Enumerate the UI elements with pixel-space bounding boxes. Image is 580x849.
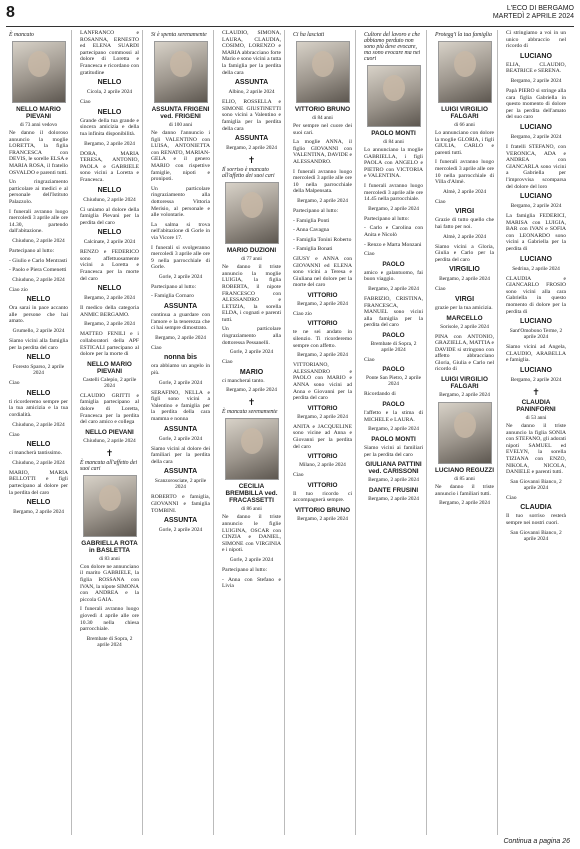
place-date: Bergamo, 2 aprile 2024: [510, 133, 562, 140]
notice-text: Siamo vicini ad Angela, CLAUDIO, ARABELLA e famiglia.: [506, 344, 566, 364]
notice-text: CLAUDIO, SIMONA, LAURA, CLAUDIA, COSIMO, LORENZO e MARIA abbracciano forte Mario e sono vicini a tutta la famiglia per la perdita della cara: [222, 30, 281, 76]
notice-text: ci mancherà tantissimo.: [9, 450, 62, 457]
name-callout: VIRGI: [454, 295, 475, 303]
notice-text: CLAUDIA e GIANCARLO FROSIO sono vicini alla cara Gabriella in questo momento di dolore per la perdita di: [506, 275, 566, 315]
notice-text: La famiglia FEDERICI, MARISA con LUIGIA, BAR con IVAN e SOFIA con LEONARDO sono vicini a Gabriella per la perdita di: [506, 213, 566, 253]
notice-text: Ciao zio: [9, 286, 28, 293]
place-date: Gorle, 2 aprile 2024: [158, 527, 203, 534]
notice-text: Ciao: [506, 494, 517, 501]
place-date: Bergamo, 2 aprile 2024: [297, 352, 348, 359]
notice-text: - Anna con Stefano e Livia: [222, 576, 281, 590]
name-callout: ASSUNTA: [234, 79, 269, 87]
age-line: di 83 anni: [99, 555, 120, 562]
notice-text: Per sempre nel cuore dei suoi cari.: [293, 123, 352, 136]
deceased-name: VITTORIO: [307, 481, 338, 489]
name-callout: NELLO: [97, 285, 122, 293]
page-header: [6, 4, 574, 27]
notice-text: - Famiglia Ponti: [293, 217, 330, 224]
notice-text: Un ringraziamento particolare ai medici e al personale dell'Istituto Palazzolo.: [9, 179, 68, 205]
age-line: di 66 anni: [454, 122, 475, 128]
notice-text: La salma si trova nell'abitazione di Gorle in via Vicore 17.: [151, 221, 210, 241]
intro-line: Si è spenta serenamente: [151, 32, 207, 38]
notice-text: ci mancherai tanto.: [222, 377, 265, 384]
notice-text: - Carlo e Carolina con Anita e Nicolò: [364, 225, 423, 238]
place-date: Bergamo, 2 aprile 2024: [439, 392, 490, 399]
place-date: Gorle, 2 aprile 2024: [158, 379, 203, 386]
portrait-photo: [367, 65, 421, 127]
place-date: Foresto Sparso, 2 aprile 2024: [12, 364, 65, 377]
notice-text: I funerali avranno luogo mercoledì 3 aprile alle ore 14.30, partendo dall'abitazione.: [9, 208, 68, 235]
portrait-photo: [225, 182, 279, 244]
age-line: di 77 anni: [241, 256, 262, 263]
place-date: Chiuduno, 2 aprile 2024: [83, 196, 136, 203]
notice-text: Con dolore ne annunciano il marito GABRIELE, la figlia ROSSANA con IVAN, la nipote SIMONA con ANDREA e la piccola GAIA.: [80, 563, 139, 603]
place-date: Bergamo, 2 aprile 2024: [84, 321, 135, 328]
name-callout: ASSUNTA: [163, 468, 198, 476]
notice-text: I funerali avranno luogo mercoledì 3 aprile alle ore 10 nella parrocchiale di Villa d'Almè.: [435, 159, 494, 186]
notice-text: Un particolare ringraziamento alla dottoressa Pessanelli.: [222, 326, 281, 346]
name-callout: NELLO: [26, 441, 51, 449]
notice-text: - Paolo e Piera Comenetti: [9, 267, 67, 274]
deceased-name: PAOLO MONTI: [371, 436, 416, 444]
notice-text: - Anna Cavagna: [293, 227, 330, 234]
notice-text: grazie per la tua amicizia.: [435, 304, 493, 311]
place-date: Grumello, 2 aprile 2024: [12, 328, 65, 335]
place-date: Brembate di Sopra, 2 aprile 2024: [370, 340, 417, 353]
age-line: di 85 anni: [454, 476, 475, 483]
name-callout: ASSUNTA: [163, 303, 198, 311]
place-date: Bergamo, 2 aprile 2024: [368, 477, 419, 484]
place-date: San Giovanni Bianco, 2 aprile 2024: [510, 529, 562, 542]
deceased-name: PAOLO MONTI: [371, 130, 416, 137]
notice-text: Ne danno il triste annuncio la moglie LUIGIA, la figlia ROBERTA, il nipote FRANCESCO con ALESSANDRO e LETIZIA, la sorella ELDA, i cognati e parenti tutti.: [222, 264, 281, 323]
notice-text: Lo annunciano con dolore la moglie GLORIA, i figli GIULIA, CARLO e parenti tutti.: [435, 130, 494, 156]
name-callout: MARIO: [239, 368, 264, 376]
deceased-name: VITTORIO: [307, 320, 338, 328]
notice-text: amico e galantuomo, fai buon viaggio.: [364, 269, 423, 283]
intro-line: Ci ha lasciati: [293, 32, 325, 38]
notice-text: CLAUDIO GRITTI e famiglia partecipano al dolore di Loretta, Francesca per la perdita del caro amico e collega: [80, 392, 139, 426]
name-callout: LUCIANO: [520, 318, 552, 326]
notice-text: LANFRANCO e ROSANNA, ERNESTO ed ELENA SUARDI partecipano commossi al dolore di Loretta e Francesca e ricordano con gratitudine: [80, 30, 139, 76]
portrait-photo: [438, 402, 492, 464]
place-date: Ponte San Pietro, 2 aprile 2024: [366, 375, 421, 388]
notice-text: I fratelli STEFANO, con VERONICA, ADA e ANDREA con GIANCARLA sono vicini a Gabriella per l'improvvisa scomparsa del dolore del loro: [506, 143, 566, 190]
cross-icon: ✝: [247, 155, 256, 166]
place-date: Sedrina, 2 aprile 2024: [512, 265, 560, 272]
notice-text: Papà PIERO si stringe alla cara figlia Gabriella in questo momento di dolore per la perdita dell'amato del suo caro: [506, 87, 566, 121]
notice-text: - Famiglia Cornaro: [151, 293, 194, 300]
cross-icon: ✝: [532, 387, 540, 397]
notice-text: La moglie ANNA, il figlio GIOVANNI con VALENTINA, DAVIDE e ALESSANDRO.: [293, 139, 352, 165]
name-callout: LUCIANO: [520, 193, 552, 201]
place-date: Castelli Calepio, 2 aprile 2024: [82, 376, 137, 389]
place-date: Chiuduno, 2 aprile 2024: [12, 276, 65, 283]
notice-text: - Famiglia Bonati: [293, 246, 333, 253]
notice-text: Siamo vicini alla famiglia per la perdita del caro: [9, 338, 68, 351]
publication-name: L'ECO DI BERGAMO: [506, 5, 574, 12]
name-callout: VIRGILIO: [449, 266, 480, 274]
cross-icon: ✝: [247, 397, 256, 408]
place-date: Bergamo, 2 aprile 2024: [297, 515, 348, 522]
notice-text: Grande della tua grande e sincera amicizia e della tua infinita disponibilità.: [80, 117, 139, 137]
place-date: Chiuduno, 2 aprile 2024: [12, 459, 65, 466]
notice-text: I funerali avranno luogo giovedì 4 aprile alle ore 10.30 nella chiesa parrocchiale.: [80, 606, 139, 633]
place-date: Milano, 2 aprile 2024: [299, 462, 346, 469]
publication-info: [493, 5, 574, 21]
place-date: Gorle, 2 aprile 2024: [158, 273, 203, 280]
age-line: di 86 anni: [241, 506, 262, 513]
notice-text: - Famiglia Tonini Roberto: [293, 236, 352, 243]
portrait-photo: [154, 41, 208, 103]
notice-text: Siamo vicini ai familiari per la perdita del caro: [364, 445, 423, 458]
place-date: Albino, 2 aprile 2024: [228, 89, 275, 96]
deceased-name: PAOLO: [382, 366, 405, 374]
notice-text: ora abbiamo un angelo in più.: [151, 363, 210, 377]
place-date: Gorle, 2 aprile 2024: [229, 349, 274, 356]
name-callout: ASSUNTA: [163, 425, 198, 433]
notice-text: RENZO e FEDERICO sono affettuosamente vicini a Loretta e Francesca per la morte del caro: [80, 249, 139, 282]
deceased-name: CECILIA BREMBILLA ved. FRACASSETTI: [225, 483, 278, 505]
name-callout: NELLO: [26, 354, 51, 362]
place-date: Bergamo, 2 aprile 2024: [368, 426, 419, 433]
deceased-name: LUCIANO REGUZZI: [435, 467, 494, 475]
notice-text: Partecipano al lutto:: [222, 567, 268, 573]
notice-text: Ciao zio: [293, 310, 312, 317]
deceased-name: VITTORIO: [307, 404, 338, 412]
notice-text: Partecipano al lutto:: [151, 283, 197, 290]
place-date: Bergamo, 2 aprile 2024: [510, 377, 562, 383]
column-4: [219, 30, 285, 835]
notice-text: Partecipano al lutto:: [9, 247, 55, 254]
place-date: Calcinate, 2 aprile 2024: [83, 239, 136, 246]
place-date: Scanzorosciate, 2 aprile 2024: [154, 478, 207, 491]
notice-text: I funerali avranno luogo mercoledì 3 aprile alle ore 10 nella parrocchiale della Malpensata.: [293, 168, 352, 195]
notice-text: Il tuo ricordo ci accompagnerà sempre.: [293, 490, 352, 504]
notice-text: ti ricorderemo sempre per la tua amicizia e la tua cordialità.: [9, 398, 68, 419]
intro-line: È mancata all'affetto dei suoi cari: [80, 459, 138, 472]
notice-text: Ciao: [222, 359, 233, 366]
notice-text: Ne danno il triste annuncio i familiari tutti.: [435, 484, 494, 497]
notice-text: Lo annunciano la moglie GABRIELLA, i figli PAOLA con ANGELO e PIETRO con VICTORIA e VALENTINA.: [364, 147, 423, 180]
notice-text: Il medico della categoria ANMIC BERGAMO.: [80, 305, 139, 318]
notice-text: I funerali si svolgeranno mercoledì 3 aprile alle ore 9 nella parrocchiale di Gorle.: [151, 244, 210, 271]
notice-text: Ciao: [9, 380, 20, 387]
deceased-name: MARCELLO: [446, 314, 483, 322]
place-date: Cicola, 2 aprile 2024: [86, 89, 133, 96]
name-callout: NELLO: [97, 79, 122, 87]
place-date: Gorle, 2 aprile 2024: [229, 557, 274, 563]
notice-text: Ne danno l'annuncio i figli VALENTINO con LUISA, ANTONIETTA con RENATO, MARIAN-GELA e il genero MARIO con rispettive famiglie, nipoti e pronipoti.: [151, 130, 210, 183]
notice-text: PINA con ANTONIO, GRAZIELLA, MATTIA e DAVIDE si stringono con affetto abbracciano Gloria, Giulia e Carlo nel ricordo di: [435, 333, 494, 373]
intro-line: Il sorriso è mancato all'affetto dei suoi cari: [222, 167, 275, 180]
age-line: di 84 anni: [383, 139, 404, 145]
deceased-name: VITTORIO: [307, 453, 338, 461]
place-date: Bergamo, 2 aprile 2024: [84, 295, 135, 302]
notice-text: Ciao: [364, 251, 375, 258]
cross-icon: ✝: [105, 447, 114, 458]
notice-text: Ricordando di: [364, 391, 396, 398]
column-8: [503, 30, 569, 835]
name-callout: ASSUNTA: [163, 517, 198, 525]
place-date: Bergamo, 2 aprile 2024: [439, 276, 490, 283]
place-date: Chiuduno, 2 aprile 2024: [12, 421, 65, 428]
place-date: Sorisole, 2 aprile 2024: [440, 323, 489, 330]
deceased-name: GIULIANA PATTINI ved. CARISSONI: [365, 461, 422, 476]
place-date: Bergamo, 2 aprile 2024: [439, 500, 490, 507]
place-date: Bergamo, 2 aprile 2024: [368, 205, 419, 212]
portrait-photo: [438, 41, 492, 103]
deceased-name: DANTE FRUSINI: [368, 487, 419, 495]
notice-text: ROBERTO e famiglia, GIOVANNI e famiglia TOMBINI.: [151, 494, 210, 514]
notice-text: Partecipano al lutto:: [364, 215, 410, 222]
deceased-name: CLAUDIA PANINFORNI: [516, 399, 556, 413]
portrait-photo: [225, 418, 279, 480]
notice-text: Ciao: [435, 286, 446, 293]
notice-text: - Renzo e Marta Monzani: [364, 241, 422, 248]
age-line: di 73 anni vedovo: [19, 122, 58, 128]
place-date: Bergamo, 2 aprile 2024: [510, 203, 562, 210]
deceased-name: MARIO DUZIONI: [226, 247, 277, 255]
place-date: Almè, 2 aprile 2024: [442, 188, 487, 195]
age-line: di 53 anni: [525, 415, 547, 421]
name-callout: NELLO: [97, 186, 122, 194]
notice-text: Ci uniamo al dolore della famiglia Pievani per la perdita del caro: [80, 206, 139, 226]
place-date: Bergamo, 2 aprile 2024: [510, 77, 562, 84]
place-date: Bergamo, 2 aprile 2024: [368, 285, 419, 292]
notice-text: VITTORIANO, ALESSANDRO e PAOLO con MARIO e ANNA sono vicini ad Anna e Giovanni per la perdita del caro: [293, 362, 352, 402]
notice-text: Il tuo sorriso resterà sempre nei nostri cuori.: [506, 513, 566, 526]
portrait-photo: [83, 475, 137, 537]
notice-text: Ci stringiamo a voi in un unico abbraccio nel ricordo di: [506, 30, 566, 50]
age-line: di 84 anni: [312, 115, 333, 121]
name-callout: LUCIANO: [520, 255, 552, 263]
column-6: [361, 30, 427, 835]
place-date: Sant'Omobono Terme, 2 aprile 2024: [509, 328, 563, 341]
deceased-name: PAOLO: [382, 260, 405, 268]
place-date: Bergamo, 2 aprile 2024: [368, 496, 419, 503]
deceased-name: NELLO MARIO PIEVANI: [87, 360, 132, 375]
place-date: Bergamo, 2 aprile 2024: [297, 300, 348, 307]
notice-text: MARIO, MARIA BELLOTTI e figli partecipano al dolore per la perdita del caro: [9, 469, 68, 496]
deceased-name: NELLO MARIO PIEVANI: [16, 106, 61, 120]
column-1: [6, 30, 72, 835]
name-callout: LUCIANO: [520, 367, 552, 374]
notice-text: Ciao: [151, 344, 162, 351]
deceased-name: PAOLO: [382, 331, 405, 339]
deceased-name: VITTORIO: [307, 291, 338, 299]
age-line: di 100 anni: [168, 122, 193, 128]
place-date: Bergamo, 2 aprile 2024: [155, 334, 206, 341]
notice-text: Ne danno il triste annuncio le figlie LUIGINA, OSCAR con CINZIA e DANIEL, SIMONE con VIRGINIA e i nipoti.: [222, 514, 281, 554]
notice-text: Ciao: [80, 99, 91, 106]
place-date: Bergamo, 2 aprile 2024: [226, 145, 277, 152]
portrait-photo: [296, 41, 350, 103]
notice-text: continua a guardare con l'amore e la tenerezza che ci hai sempre dimostrato.: [151, 312, 210, 332]
notice-text: Ciao: [435, 198, 446, 205]
column-2: [77, 30, 143, 835]
page-number: 8: [6, 4, 15, 21]
place-date: San Giovanni Bianco, 2 aprile 2024: [510, 478, 562, 491]
name-callout: CLAUDIA: [520, 504, 552, 512]
name-callout: VIRGI: [454, 208, 475, 216]
deceased-name: NELLO PIEVANI: [85, 428, 134, 436]
column-7: [432, 30, 498, 835]
deceased-name: LUIGI VIRGILIO FALGARI: [441, 376, 488, 391]
column-5: [290, 30, 356, 835]
intro-line: È mancato: [9, 32, 34, 38]
notice-text: ELIA, CLAUDIO, BEATRICE e SERENA.: [506, 61, 566, 75]
name-callout: NELLO: [97, 229, 122, 237]
notice-text: te ne sei andato in silenzio. Ti ricorderemo sempre con affetto.: [293, 329, 352, 349]
notice-text: Siamo vicini a Gloria, Giulia e Carlo per la perdita del caro: [435, 243, 494, 263]
name-callout: NELLO: [26, 499, 51, 507]
place-date: Almè, 2 aprile 2024: [442, 233, 487, 240]
notice-text: Ne danno il triste annuncio la figlia SONIA con STEFANO, gli adorati nipoti SAMUEL ed EVELYN, la sorella TIZIANA con ENZO, NIKOLA, NICOLA, DANIELE e parenti tutti.: [506, 423, 566, 476]
notice-text: - Giulio e Carlo Mentrasti: [9, 257, 68, 264]
notice-text: SERAFINO, NELLA e figli sono vicini a Valentino e famiglia per la perdita della cara mamma e nonna: [151, 389, 210, 422]
place-date: Bergamo, 2 aprile 2024: [13, 509, 64, 516]
notice-text: GIUSY e ANNA con GIOVANNI ed ELENA sono vicini a Teresa e Giuliana nel dolore per la morte del caro: [293, 255, 352, 289]
notice-text: Grazie di tutto quello che hai fatto per noi.: [435, 217, 494, 230]
name-callout: NELLO: [97, 108, 122, 116]
notice-text: Ciao: [364, 356, 375, 363]
notice-text: Ora sarai in pace accanto alle persone che hai amato.: [9, 305, 68, 325]
notice-text: Ne danno il doloroso annuncio la moglie LORETTA, la figlia FRANCESCA con DEVIS, le sorelle ELSA e MARIA ROSA, il fratello OSVALDO e parenti tutti.: [9, 130, 68, 176]
name-callout: LUCIANO: [520, 123, 552, 131]
notice-text: I funerali avranno luogo mercoledì 3 aprile alle ore 14.45 nella parrocchiale.: [364, 182, 423, 203]
notice-text: DORA, MARIA TERESA, ANTONIO, PAOLA e GABRIELE sono vicini a Loretta e Francesca.: [80, 150, 139, 183]
place-date: Bergamo, 2 aprile 2024: [226, 387, 277, 394]
deceased-name: VITTORIO BRUNO: [294, 506, 351, 514]
place-date: Chiuduno, 2 aprile 2024: [83, 437, 136, 444]
intro-line: Protegg'i la tua famiglia: [435, 32, 492, 38]
name-callout: LUCIANO: [520, 52, 552, 60]
notice-text: Ciao: [9, 431, 20, 438]
notice-text: ELIO, ROSSELLA e SIMONE GIUSTINETTI sono vicini a Valentino e famiglia per la perdita della cara: [222, 99, 281, 132]
notice-text: ANITA e JACQUELINE sono vicine ad Anna e Giovanni per la perdita del caro: [293, 423, 352, 450]
notice-text: Partecipano al lutto:: [293, 207, 339, 214]
publication-date: MARTEDÌ 2 APRILE 2024: [492, 13, 574, 20]
notice-text: FABRIZIO, CRISTINA, FRANCESCA, MANUEL sono vicini alla famiglia per la perdita del caro: [364, 295, 423, 329]
deceased-name: PAOLO: [382, 401, 405, 409]
deceased-name: VITTORIO BRUNO: [294, 106, 351, 113]
name-callout: ASSUNTA: [234, 135, 269, 143]
portrait-photo: [12, 41, 66, 103]
deceased-name: LUIGI VIRGILIO FALGARI: [441, 106, 488, 120]
place-date: Brembate di Sopra, 2 aprile 2024: [86, 635, 133, 648]
place-date: Bergamo, 2 aprile 2024: [84, 140, 135, 147]
place-date: Chiuduno, 2 aprile 2024: [12, 237, 65, 244]
notice-text: Ciao: [293, 472, 304, 479]
place-date: Bergamo, 2 aprile 2024: [297, 197, 348, 204]
name-callout: nonna bis: [163, 354, 198, 362]
continuation-note: Continua a pagina 26: [503, 838, 570, 845]
notice-text: Un particolare ringraziamento alla dottoressa Vittoria Merisio, al personale e alle volontarie.: [151, 185, 210, 219]
name-callout: NELLO: [26, 389, 51, 397]
deceased-name: ASSUNTA FRIGENI ved. FRIGENI: [151, 106, 210, 120]
place-date: Bergamo, 2 aprile 2024: [297, 413, 348, 420]
intro-line: È mancata serenamente: [222, 409, 278, 416]
name-callout: NELLO: [26, 296, 51, 304]
deceased-name: GABRIELLA ROTA in BASLETTA: [81, 539, 138, 554]
place-date: Gorle, 2 aprile 2024: [158, 435, 203, 442]
notice-text: Siamo vicini al dolore dei familiari per la perdita della cara: [151, 445, 210, 465]
intro-line: Cultore del lavoro e che abbiamo perduto non sono più deve evocare, ma sono evocare ma nei cuori: [364, 32, 421, 62]
column-3: [148, 30, 214, 835]
notice-text: l'affetto e la stima di MICHELE e LAURA.: [364, 410, 423, 423]
notice-text: MATTEO FENILI e i collaboratori della APF ESTICALI partecipano al dolore per la morte di: [80, 331, 139, 358]
